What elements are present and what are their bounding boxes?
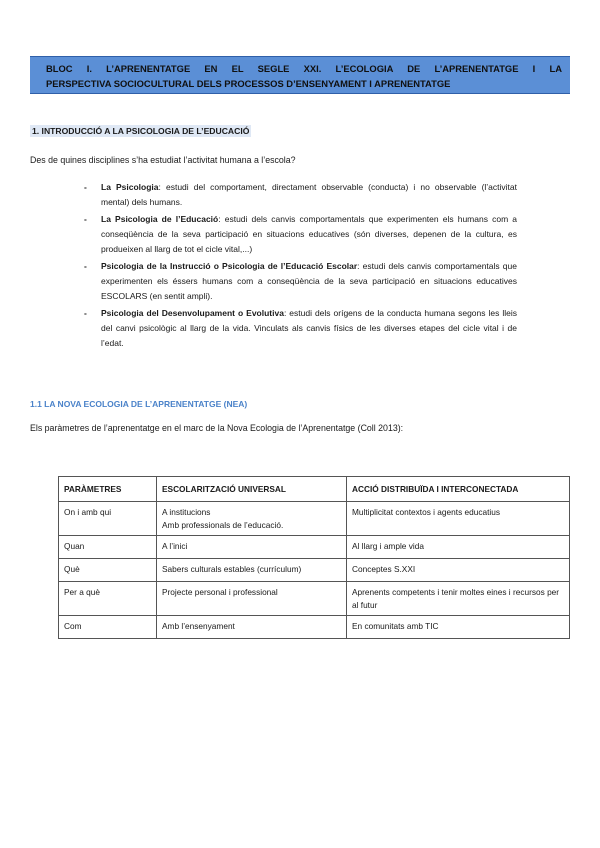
intro-question: Des de quines disciplines s’ha estudiat l’activitat humana a l’escola? xyxy=(30,155,296,165)
header-cell: ESCOLARITZACIÓ UNIVERSAL xyxy=(157,477,347,502)
table-cell: A l’inici xyxy=(157,536,347,559)
list-item-term: La Psicologia de l’Educació xyxy=(101,214,219,224)
table-cell: Com xyxy=(59,616,157,639)
dash-bullet: - xyxy=(84,214,87,224)
section-title: 1. INTRODUCCIÓ A LA PSICOLOGIA DE L’EDUCACIÓ xyxy=(32,126,250,136)
table-cell: Aprenents competents i tenir moltes eines i recursos per al futur xyxy=(347,582,570,616)
list-item xyxy=(84,212,517,257)
table-cell: A institucions Amb professionals de l’educació. xyxy=(157,502,347,536)
bloc-header-line2: PERSPECTIVA SOCIOCULTURAL DELS PROCESSOS D’ENSENYAMENT I APRENENTATGE xyxy=(46,77,451,89)
list-item-term: Psicologia de la Instrucció o Psicologia de l’Educació Escolar xyxy=(101,261,358,271)
dash-bullet: - xyxy=(84,308,87,318)
bloc-header xyxy=(30,56,570,94)
dash-bullet: - xyxy=(84,261,87,271)
table-cell: Amb l’ensenyament xyxy=(157,616,347,639)
table-row xyxy=(59,502,570,536)
list-item-term: Psicologia del Desenvolupament o Evolutiva xyxy=(101,308,284,318)
list-item-text: : estudi dels orígens de la conducta humana segons les lleis del canvi psicològic al llarg de la vida. Vinculats als canvis físics de les diverses etapes del cicle vital i de l’edat. xyxy=(101,308,517,348)
table-cell: En comunitats amb TIC xyxy=(347,616,570,639)
disciplines-list xyxy=(84,180,517,353)
list-item-text: : estudi dels canvis comportamentals que experimenten els éssers humans com a conseqüència de la seva participació en situacions educatives ESCOLARS (en sentit ampli). xyxy=(101,261,517,301)
table-header-row xyxy=(59,477,570,502)
table-cell: Conceptes S.XXI xyxy=(347,559,570,582)
list-item-text: : estudi del comportament, directament observable (conducta) i no observable (l’activitat mental) dels humans. xyxy=(101,182,517,207)
table-cell: Projecte personal i professional xyxy=(157,582,347,616)
table-cell: Sabers culturals estables (currículum) xyxy=(157,559,347,582)
parameters-table xyxy=(58,476,570,639)
list-item xyxy=(84,259,517,304)
table-cell: Per a què xyxy=(59,582,157,616)
table-cell: Al llarg i ample vida xyxy=(347,536,570,559)
list-item-term: La Psicologia xyxy=(101,182,159,192)
params-intro: Els paràmetres de l’aprenentatge en el marc de la Nova Ecologia de l’Aprenentatge (Coll 2013): xyxy=(30,423,404,433)
subsection-title: 1.1 LA NOVA ECOLOGIA DE L’APRENENTATGE (NEA) xyxy=(30,399,248,409)
header-cell: ACCIÓ DISTRIBUÏDA I INTERCONECTADA xyxy=(347,477,570,502)
header-cell: PARÀMETRES xyxy=(59,477,157,502)
bloc-header-line1: BLOC I. L’APRENENTATGE EN EL SEGLE XXI. L’ECOLOGIA DE L’APRENENTATGE I LA xyxy=(46,63,562,74)
list-item-text: : estudi dels canvis comportamentals que experimenten els humans com a conseqüència de la seva participació en situacions educatives (són diverses, depenen de la cultura, es produeixen al llarg de tot el cicle vital,...) xyxy=(101,214,517,254)
table-cell: Què xyxy=(59,559,157,582)
list-item xyxy=(84,306,517,351)
table-cell: Quan xyxy=(59,536,157,559)
table-row xyxy=(59,582,570,616)
table-row xyxy=(59,536,570,559)
dash-bullet: - xyxy=(84,182,87,192)
table-cell: On i amb qui xyxy=(59,502,157,536)
list-item xyxy=(84,180,517,210)
table-row xyxy=(59,616,570,639)
table-row xyxy=(59,559,570,582)
table-cell: Multiplicitat contextos i agents educatius xyxy=(347,502,570,536)
